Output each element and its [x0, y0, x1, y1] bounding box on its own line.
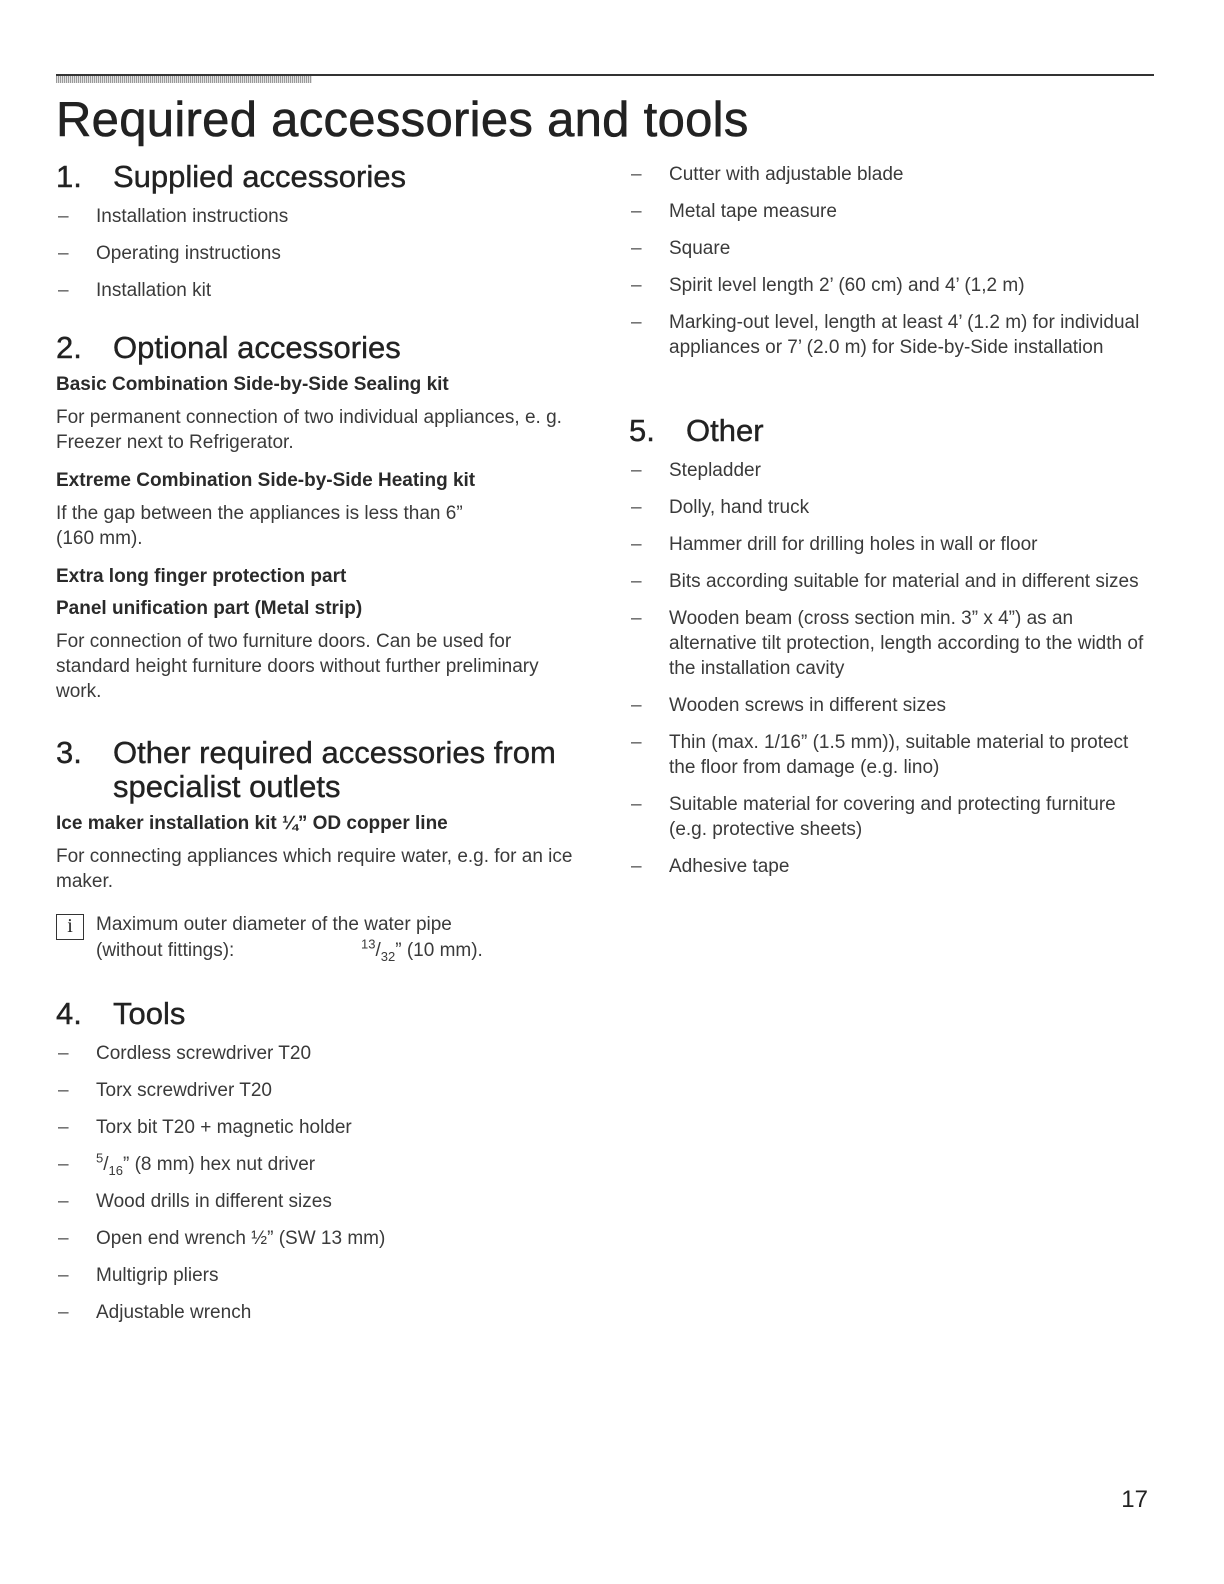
list-item: – Dolly, hand truck — [631, 497, 810, 518]
list-item: – $^5/_{16}$” (8 mm) hex nut driver — [58, 1150, 316, 1178]
subheading: Panel unification part (Metal strip) — [56, 598, 363, 619]
header-rule — [56, 74, 1154, 84]
list-item: – Hammer drill for drilling holes in wall or floor — [631, 534, 1038, 555]
subheading: Ice maker installation kit ¼” OD copper line — [56, 813, 448, 834]
list-item: – Marking-out level, length at least 4’ (1.2 m) for individual appliances or 7’ (2.0 m) for Side-by-Side installation — [631, 312, 1140, 358]
section-heading: 5. Other — [629, 413, 764, 448]
list-item: – Torx screwdriver T20 — [58, 1080, 272, 1101]
section-heading: 4. Tools — [56, 996, 186, 1031]
section-tools — [56, 997, 596, 1337]
list-item: – Installation instructions — [58, 206, 289, 227]
list-item: – Multigrip pliers — [58, 1265, 219, 1286]
list-item: – Torx bit T20 + magnetic holder — [58, 1117, 352, 1138]
subheading: Basic Combination Side-by-Side Sealing kit — [56, 374, 449, 395]
list-item: – Wooden screws in different sizes — [631, 695, 947, 716]
section-heading: 1. Supplied accessories — [56, 159, 406, 194]
list-item: – Adhesive tape — [631, 856, 790, 877]
page-number: 17 — [1121, 1486, 1148, 1513]
section-other — [629, 414, 1159, 891]
section-heading: 2. Optional accessories — [56, 330, 401, 365]
list-item: – Spirit level length 2’ (60 cm) and 4’ (1,2 m) — [631, 275, 1025, 296]
list-item: – Installation kit — [58, 280, 212, 301]
header-line — [56, 74, 1154, 76]
list-item: – Adjustable wrench — [58, 1302, 252, 1323]
paragraph: For connecting appliances which require water, e.g. for an ice maker. — [56, 846, 573, 892]
section-other-required-accessories — [56, 736, 596, 964]
paragraph: For permanent connection of two individual appliances, e. g. Freezer next to Refrigerator. — [56, 407, 562, 453]
subheading: Extreme Combination Side-by-Side Heating kit — [56, 470, 476, 491]
list-item: – Thin (max. 1/16” (1.5 mm)), suitable material to protect the floor from damage (e.g. lino) — [631, 732, 1129, 778]
list-item: – Cutter with adjustable blade — [631, 164, 904, 185]
list-item: – Bits according suitable for material and in different sizes — [631, 571, 1139, 592]
section-supplied-accessories — [56, 160, 596, 315]
list-item: – Stepladder — [631, 460, 761, 481]
info-note — [56, 912, 596, 964]
list-item: – Wooden beam (cross section min. 3” x 4”) as an alternative tilt protection, length according to the width of the installation cavity — [631, 608, 1144, 679]
list-item: – Cordless screwdriver T20 — [58, 1043, 312, 1064]
info-note-line: Maximum outer diameter of the water pipe — [96, 914, 452, 935]
section-heading: 3. Other required accessories from specialist outlets — [56, 735, 556, 804]
section-optional-accessories — [56, 331, 596, 704]
tools-list — [56, 1041, 596, 1325]
list-item: – Square — [631, 238, 731, 259]
tools-list-continued — [629, 162, 1159, 372]
tools-list — [629, 162, 1159, 360]
subheading: Extra long finger protection part — [56, 566, 347, 587]
other-list — [629, 458, 1149, 879]
page-title: Required accessories and tools — [56, 93, 749, 147]
paragraph: For connection of two furniture doors. Can be used for standard height furniture doors without further preliminary work. — [56, 631, 539, 702]
supplied-list — [56, 204, 596, 303]
info-icon: i — [56, 914, 84, 940]
info-note-line: (without fittings): $^{13}/_{32}$” (10 mm). — [96, 936, 483, 964]
list-item: – Metal tape measure — [631, 201, 837, 222]
list-item: – Suitable material for covering and protecting furniture (e.g. protective sheets) — [631, 794, 1116, 840]
list-item: – Wood drills in different sizes — [58, 1191, 332, 1212]
info-note-value: $^{13}/_{32}$” (10 mm). — [361, 936, 483, 964]
list-item: – Open end wrench ½” (SW 13 mm) — [58, 1228, 386, 1249]
list-item: – Operating instructions — [58, 243, 281, 264]
paragraph: If the gap between the appliances is less than 6” (160 mm). — [56, 503, 463, 549]
